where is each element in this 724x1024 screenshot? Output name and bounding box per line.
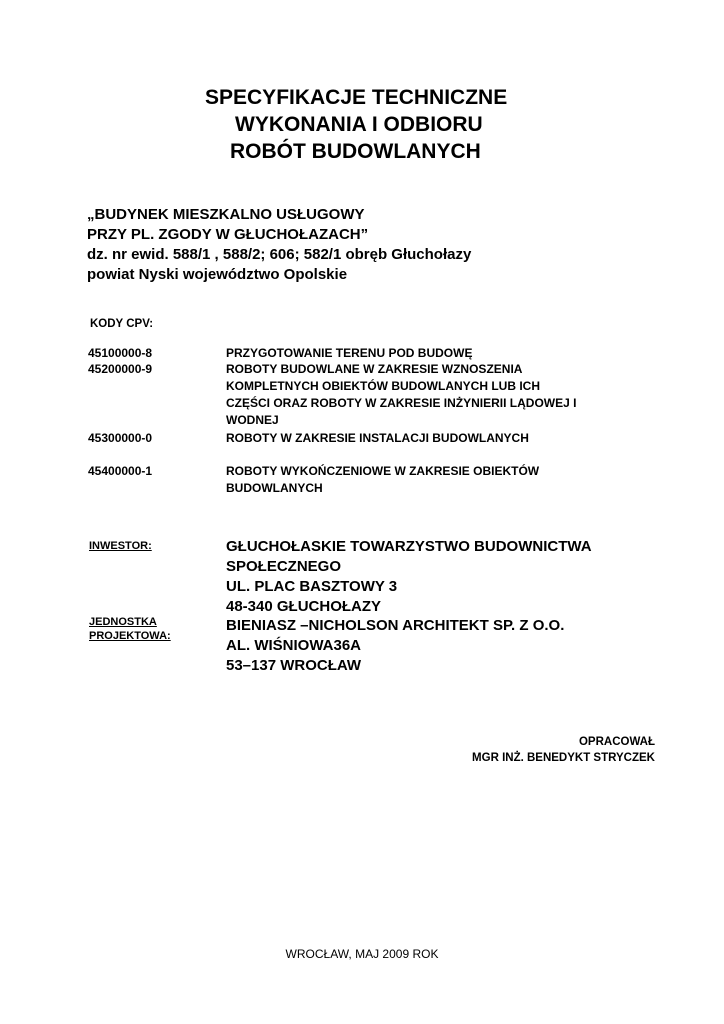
cpv-code-1: 45100000-8	[88, 346, 153, 360]
designer-line-2: AL. WIŚNIOWA36A	[226, 637, 362, 654]
cpv-desc-2-line-4: WODNEJ	[226, 413, 279, 427]
cpv-code-3: 45300000-0	[88, 431, 153, 445]
footer-place-date: WROCŁAW, MAJ 2009 ROK	[285, 947, 439, 961]
investor-line-4: 48-340 GŁUCHOŁAZY	[226, 598, 382, 615]
project-line-4: powiat Nyski województwo Opolskie	[87, 266, 348, 283]
cpv-desc-2-line-2: KOMPLETNYCH OBIEKTÓW BUDOWLANYCH LUB ICH	[226, 379, 540, 393]
designer-line-3: 53–137 WROCŁAW	[226, 657, 362, 674]
cpv-desc-2-line-1: ROBOTY BUDOWLANE W ZAKRESIE WZNOSZENIA	[226, 362, 523, 376]
prepared-name: MGR INŻ. BENEDYKT STRYCZEK	[472, 752, 655, 764]
project-line-1: „BUDYNEK MIESZKALNO USŁUGOWY	[87, 206, 365, 223]
title-line-3: ROBÓT BUDOWLANYCH	[230, 140, 481, 163]
title-line-2: WYKONANIA I ODBIORU	[235, 113, 483, 136]
investor-line-2: SPOŁECZNEGO	[226, 558, 342, 575]
designer-label-line-1: JEDNOSTKA	[89, 616, 157, 628]
designer-label-line-2: PROJEKTOWA:	[89, 630, 171, 642]
cpv-header: KODY CPV:	[90, 318, 154, 330]
cpv-desc-1-line-1: PRZYGOTOWANIE TERENU POD BUDOWĘ	[226, 346, 473, 360]
title-line-1: SPECYFIKACJE TECHNICZNE	[205, 86, 508, 109]
cpv-desc-4-line-1: ROBOTY WYKOŃCZENIOWE W ZAKRESIE OBIEKTÓW	[226, 464, 540, 478]
cpv-code-4: 45400000-1	[88, 464, 153, 478]
cpv-code-2: 45200000-9	[88, 362, 153, 376]
project-line-3: dz. nr ewid. 588/1 , 588/2; 606; 582/1 obręb Głuchołazy	[87, 246, 472, 263]
investor-line-3: UL. PLAC BASZTOWY 3	[226, 578, 398, 595]
project-line-2: PRZY PL. ZGODY W GŁUCHOŁAZACH”	[87, 226, 369, 243]
cpv-desc-2-line-3: CZĘŚCI ORAZ ROBOTY W ZAKRESIE INŻYNIERII LĄDOWEJ I	[226, 396, 577, 410]
cpv-desc-3-line-1: ROBOTY W ZAKRESIE INSTALACJI BUDOWLANYCH	[226, 431, 529, 445]
designer-line-1: BIENIASZ –NICHOLSON ARCHITEKT SP. Z O.O.	[226, 617, 565, 634]
prepared-label: OPRACOWAŁ	[578, 736, 655, 748]
investor-line-1: GŁUCHOŁASKIE TOWARZYSTWO BUDOWNICTWA	[226, 538, 592, 555]
investor-label: INWESTOR:	[89, 540, 152, 552]
cpv-desc-4-line-2: BUDOWLANYCH	[226, 481, 323, 495]
